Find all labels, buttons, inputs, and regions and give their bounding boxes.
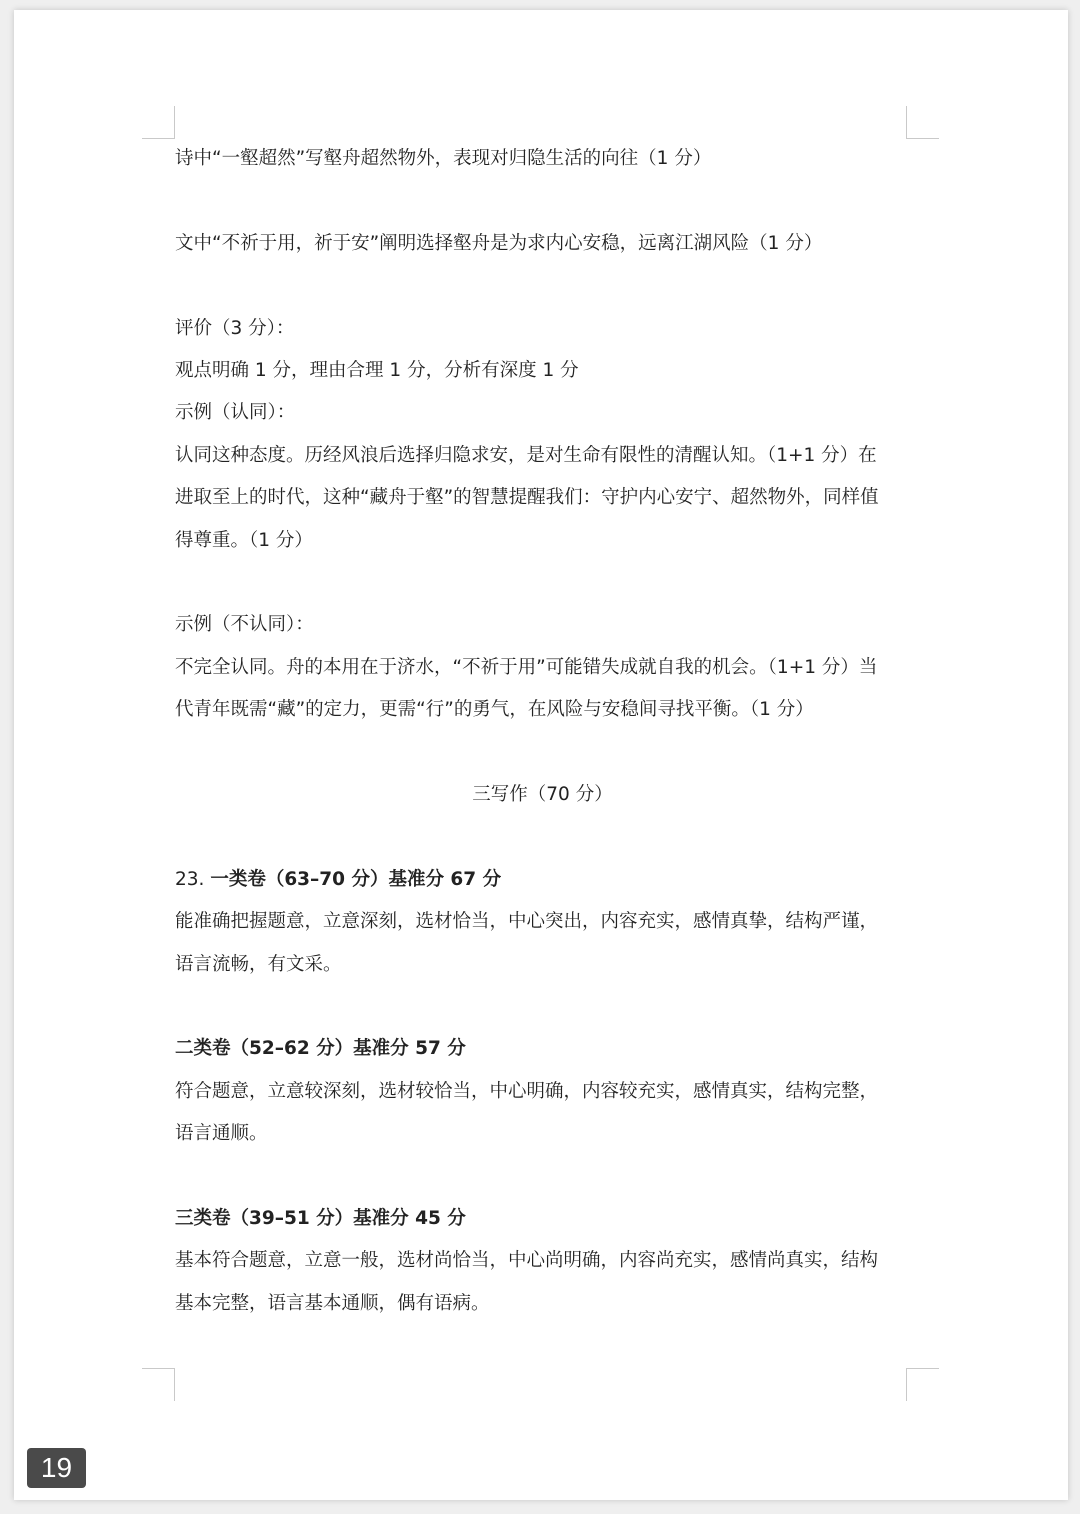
grade2-heading: 二类卷（52–62 分）基准分 57 分 [175, 1038, 466, 1060]
crop-mark-bottom-right [906, 1368, 939, 1401]
grade3-description: 基本符合题意，立意一般，选材尚恰当，中心尚明确，内容尚充实，感情尚真实，结构 [175, 1250, 879, 1272]
grade2-description: 语言通顺。 [175, 1123, 268, 1145]
section-title: 三写作（70 分） [472, 784, 613, 806]
answer-line: 得尊重。（1 分） [175, 529, 313, 551]
crop-mark-bottom-left [142, 1368, 175, 1401]
grade1-description: 能准确把握题意，立意深刻，选材恰当，中心突出，内容充实，感情真挚，结构严谨， [175, 911, 879, 933]
grade2-description: 符合题意，立意较深刻，选材较恰当，中心明确，内容较充实，感情真实，结构完整， [175, 1080, 879, 1102]
grade3-heading: 三类卷（39–51 分）基准分 45 分 [175, 1208, 466, 1230]
grade3-description: 基本完整，语言基本通顺，偶有语病。 [175, 1292, 490, 1314]
answer-line: 文中“不祈于用，祈于安”阐明选择壑舟是为求内心安稳，远离江湖风险（1 分） [175, 232, 823, 254]
grade1-description: 语言流畅，有文采。 [175, 953, 342, 975]
answer-line: 诗中“一壑超然”写壑舟超然物外，表现对归隐生活的向往（1 分） [175, 148, 712, 169]
example-heading: 示例（认同）： [175, 402, 296, 424]
crop-mark-top-right [906, 106, 939, 139]
evaluation-heading: 评价（3 分）： [175, 317, 295, 339]
answer-line: 认同这种态度。历经风浪后选择归隐求安，是对生命有限性的清醒认知。（1+1 分）在 [175, 444, 877, 466]
crop-mark-top-left [142, 106, 175, 139]
page-number-badge: 19 [27, 1448, 86, 1488]
example-heading: 示例（不认同）： [175, 614, 314, 636]
question-number: 23. [175, 868, 211, 890]
page-content [175, 138, 910, 1325]
answer-line: 代青年既需“藏”的定力，更需“行”的勇气，在风险与安稳间寻找平衡。（1 分） [175, 699, 814, 721]
answer-line: 观点明确 1 分，理由合理 1 分，分析有深度 1 分 [175, 360, 579, 381]
grade1-heading-line [175, 859, 910, 901]
grade1-heading: 一类卷（63–70 分）基准分 67 分 [210, 868, 502, 890]
answer-line: 进取至上的时代，这种“藏舟于壑”的智慧提醒我们：守护内心安宁、超然物外，同样值 [175, 487, 879, 509]
answer-line: 不完全认同。舟的本用在于济水，“不祈于用”可能错失成就自我的机会。（1+1 分）当 [175, 656, 878, 678]
